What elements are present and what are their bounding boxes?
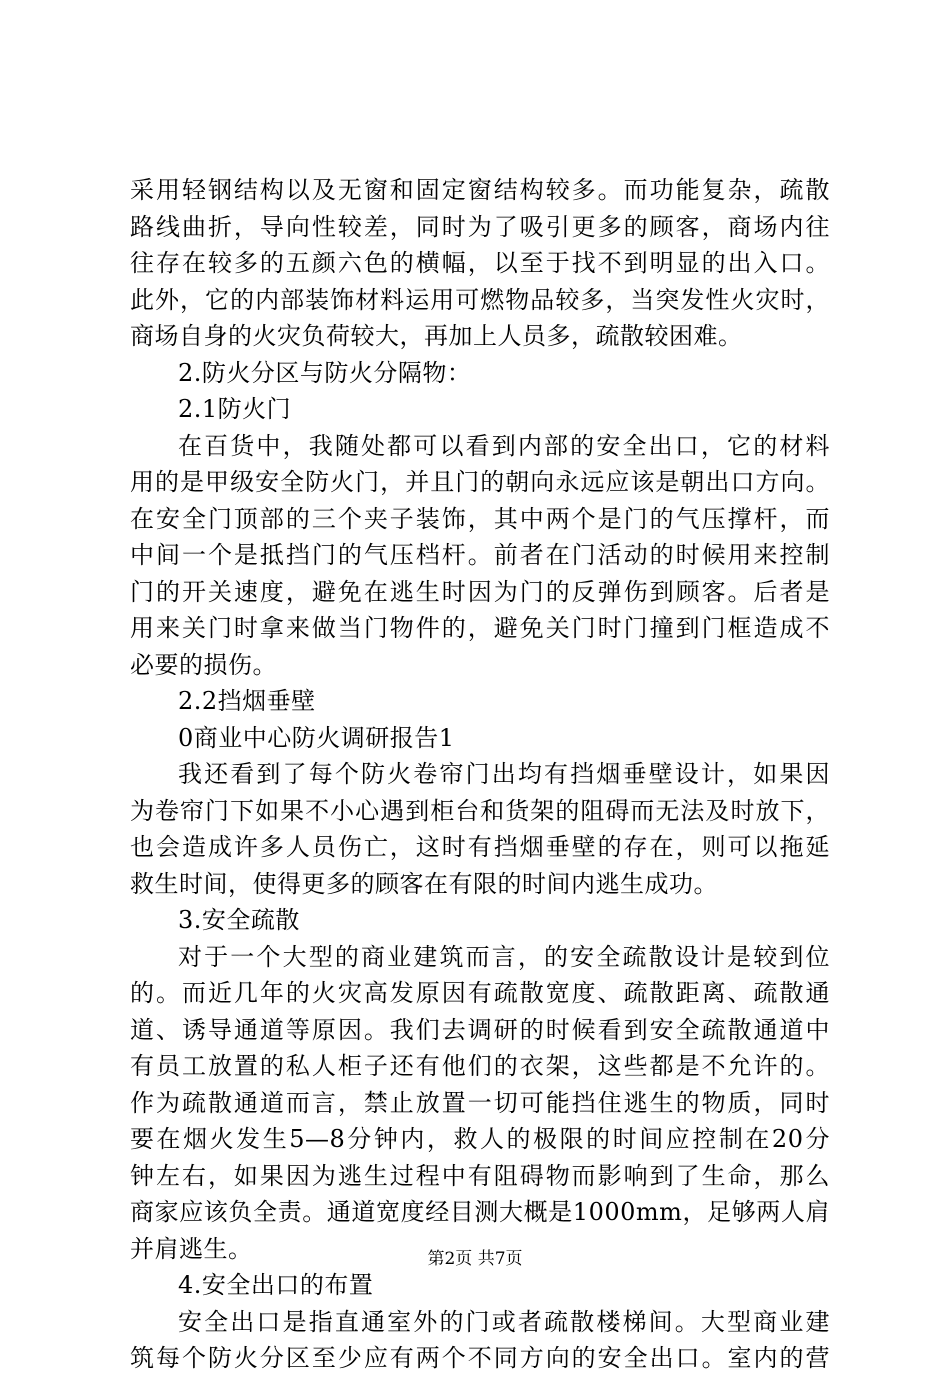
text-line: 作为疏散通道而言，禁止放置一切可能挡住逃生的物质，同时 (130, 1088, 830, 1117)
text-line: 2.2挡烟垂壁 (178, 687, 316, 715)
text-line: 商家应该负全责。通道宽度经目测大概是1000mm，足够两人肩 (130, 1198, 830, 1226)
text-line: 必要的损伤。 (130, 650, 277, 679)
text-line: 也会造成许多人员伤亡，这时有挡烟垂壁的存在，则可以拖延 (130, 833, 830, 861)
text-line: 筑每个防火分区至少应有两个不同方向的安全出口。室内的营 (130, 1344, 830, 1372)
text-line: 为卷帘门下如果不小心遇到柜台和货架的阻碍而无法及时放下， (130, 796, 830, 825)
text-line: 2.1防火门 (178, 395, 292, 423)
text-line: 路线曲折，导向性较差，同时为了吸引更多的顾客，商场内往 (130, 212, 830, 241)
text-line: 的。而近几年的火灾高发原因有疏散宽度、疏散距离、疏散通 (130, 979, 830, 1007)
text-line: 门的开关速度，避免在逃生时因为门的反弹伤到顾客。后者是 (130, 577, 830, 606)
text-line: 用的是甲级安全防火门，并且门的朝向永远应该是朝出口方向。 (130, 468, 830, 496)
text-line: 往存在较多的五颜六色的横幅，以至于找不到明显的出入口。 (130, 249, 830, 277)
text-line: 道、诱导通道等原因。我们去调研的时候看到安全疏散通道中 (130, 1015, 830, 1044)
text-line: 2.防火分区与防火分隔物： (178, 358, 472, 387)
text-line: 采用轻钢结构以及无窗和固定窗结构较多。而功能复杂，疏散 (130, 176, 830, 204)
text-line: 有员工放置的私人柜子还有他们的衣架，这些都是不允许的。 (130, 1052, 830, 1080)
text-line: 3.安全疏散 (178, 906, 300, 934)
text-line: 救生时间，使得更多的顾客在有限的时间内逃生成功。 (130, 869, 718, 898)
text-line: 我还看到了每个防火卷帘门出均有挡烟垂壁设计，如果因 (178, 760, 830, 788)
text-line: 并肩逃生。 (130, 1234, 253, 1263)
text-line: 要在烟火发生5—8分钟内，救人的极限的时间应控制在20分 (130, 1125, 830, 1153)
page-footer: 第2页 共7页 (427, 1249, 523, 1269)
text-line: 钟左右，如果因为逃生过程中有阻碍物而影响到了生命，那么 (130, 1161, 830, 1190)
text-line: 在百货中，我随处都可以看到内部的安全出口，它的材料 (178, 431, 830, 460)
text-line: 用来关门时拿来做当门物件的，避免关门时门撞到门框造成不 (130, 614, 830, 642)
text-line: 中间一个是抵挡门的气压档杆。前者在门活动的时候用来控制 (130, 541, 830, 569)
text-line: 0商业中心防火调研报告1 (178, 723, 455, 752)
text-line: 对于一个大型的商业建筑而言，的安全疏散设计是较到位 (178, 942, 830, 971)
document-body (130, 172, 830, 1377)
text-line: 商场自身的火灾负荷较大，再加上人员多，疏散较困难。 (130, 322, 743, 350)
text-line: 安全出口是指直通室外的门或者疏散楼梯间。大型商业建 (178, 1307, 830, 1336)
text-line: 4.安全出口的布置 (178, 1271, 374, 1299)
text-line: 此外，它的内部装饰材料运用可燃物品较多，当突发性火灾时， (130, 285, 830, 314)
text-line: 在安全门顶部的三个夹子装饰，其中两个是门的气压撑杆，而 (130, 504, 830, 533)
